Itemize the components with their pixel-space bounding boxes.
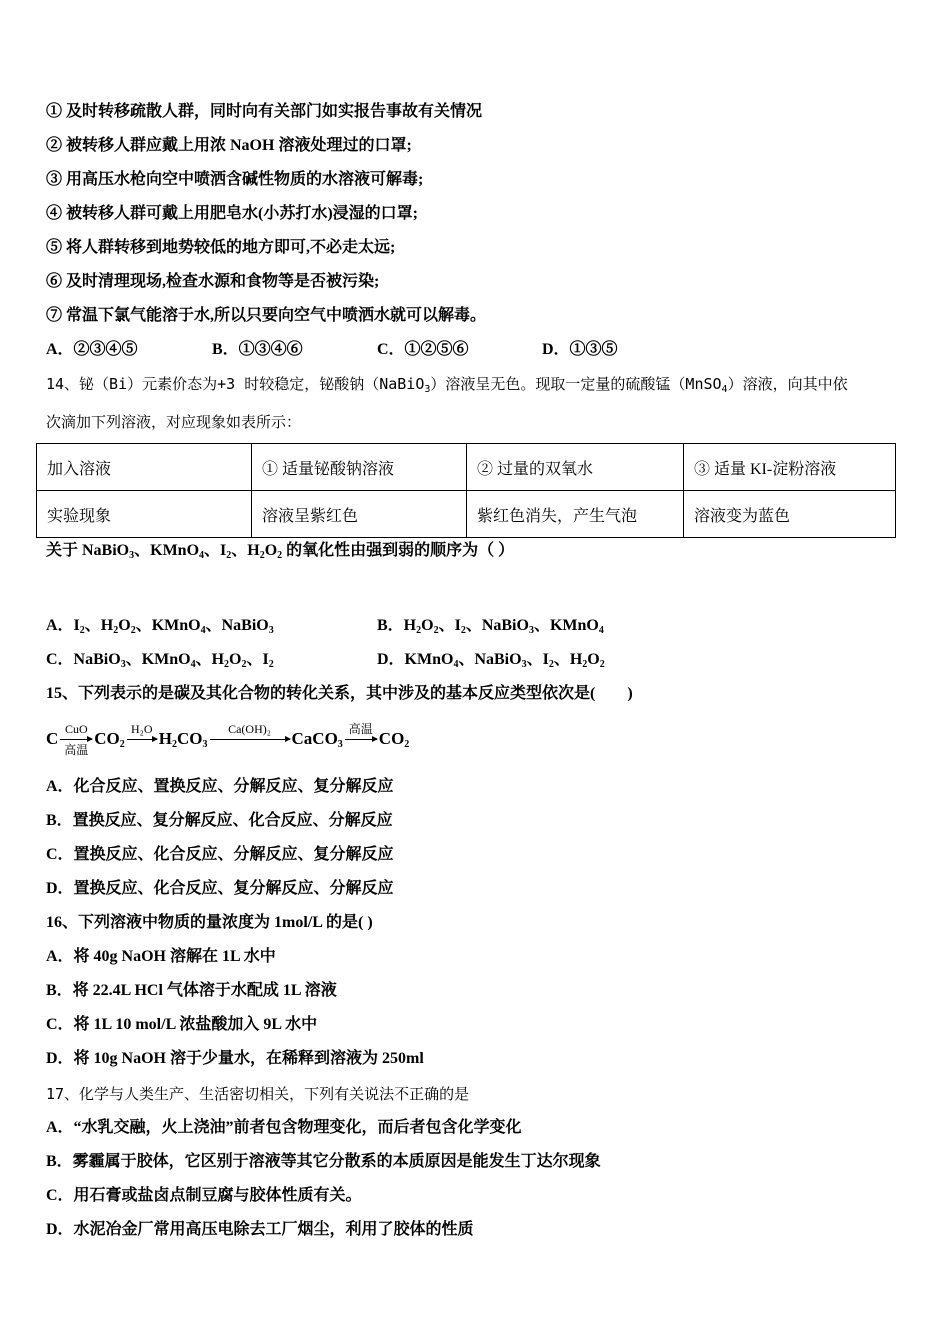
subscript: 3 (202, 739, 208, 750)
subscript: 4 (598, 625, 604, 636)
subscript: 3 (424, 384, 431, 395)
table-cell: 加入溶液 (37, 444, 252, 491)
text-segment: O (264, 542, 278, 559)
arrow1-group (60, 714, 92, 764)
text-segment: 、NaBiO (205, 617, 269, 634)
text-segment: O (421, 617, 434, 634)
arrow2-top-label: H₂O (131, 721, 153, 736)
subscript: 2 (416, 625, 422, 636)
text-segment: D．KMnO (377, 651, 454, 668)
q13-option-a: A．②③④⑤ (46, 341, 138, 358)
q16-option-d: D．将 10g NaOH 溶于少量水，在稀释到溶液为 250ml (46, 1050, 424, 1067)
q13-item-1: ① 及时转移疏散人群，同时向有关部门如实报告事故有关情况 (46, 103, 483, 120)
text-segment: 、I (438, 617, 461, 634)
table-cell: 溶液呈紫红色 (252, 491, 467, 538)
q13-item-3: ③ 用高压水枪向空中喷洒含碱性物质的水溶液可解毒; (46, 171, 424, 188)
table-row (37, 491, 896, 538)
arrow2-bottom-spacer (140, 743, 144, 757)
q15-option-b: B．置换反应、复分解反应、化合反应、分解反应 (46, 812, 393, 829)
subscript: 4 (199, 550, 205, 561)
text-segment: B．H (377, 617, 417, 634)
text-segment: CO (94, 729, 120, 748)
subscript: 3 (528, 625, 534, 636)
subscript: 2 (277, 550, 283, 561)
table-row (37, 444, 896, 491)
subscript: 2 (268, 659, 274, 670)
subscript: 2 (582, 659, 588, 670)
text-segment: C．NaBiO (46, 651, 121, 668)
subscript: 2 (599, 659, 605, 670)
text-segment: 、KMnO (134, 542, 200, 559)
q17-option-a: A．“水乳交融，火上浇油”前者包含物理变化，而后者包含化学变化 (46, 1119, 522, 1136)
text-segment: 、H (195, 651, 225, 668)
arrow4-bottom-spacer (359, 743, 363, 757)
subscript: 3 (521, 659, 527, 670)
q13-option-c: C．①②⑤⑥ (377, 341, 469, 358)
arrow-icon (345, 739, 377, 740)
text-segment: 、I (246, 651, 269, 668)
subscript: 4 (453, 659, 459, 670)
subscript: 3 (268, 625, 274, 636)
text-segment: O (118, 617, 131, 634)
q13-option-b: B．①③④⑥ (212, 341, 303, 358)
arrow3-bottom-spacer (248, 743, 252, 757)
subscript: 2 (404, 739, 410, 750)
text-segment: CO (177, 729, 203, 748)
species-h2co3 (159, 729, 208, 749)
text-segment: 的氧化性由强到弱的顺序为（ ） (282, 542, 515, 559)
subscript: 2 (172, 739, 178, 750)
text-segment: 、KMnO (533, 617, 599, 634)
subscript: 2 (224, 659, 230, 670)
subscript: 4 (721, 384, 728, 395)
arrow1-bottom-label: 高温 (64, 742, 89, 757)
q17-option-d: D．水泥冶金厂常用高压电除去工厂烟尘，利用了胶体的性质 (46, 1221, 474, 1238)
subscript: 2 (119, 739, 125, 750)
text-segment: ）溶液呈无色。现取一定量的硫酸锰（MnSO (430, 375, 722, 393)
q16-stem: 16、下列溶液中物质的量浓度为 1mol/L 的是( ) (46, 914, 373, 931)
q13-item-6: ⑥ 及时清理现场,检查水源和食物等是否被污染; (46, 273, 380, 290)
q14-stem-line1 (46, 374, 848, 394)
q13-option-d: D．①③⑤ (542, 341, 618, 358)
arrow-icon (210, 739, 290, 740)
arrow-icon (60, 739, 92, 740)
subscript: 3 (129, 550, 135, 561)
text-segment: 、KMnO (125, 651, 191, 668)
subscript: 4 (200, 625, 206, 636)
species-co2-final (379, 729, 410, 749)
species-caco3 (292, 729, 343, 749)
text-segment: O (229, 651, 242, 668)
subscript: 2 (113, 625, 119, 636)
text-segment: A．I (46, 617, 80, 634)
q13-item-7: ⑦ 常温下氯气能溶于水,所以只要向空气中喷洒水就可以解毒。 (46, 307, 487, 324)
arrow-icon (127, 739, 157, 740)
table-cell: ② 过量的双氧水 (467, 444, 684, 491)
text-segment: H (158, 729, 173, 748)
q15-option-d: D．置换反应、化合反应、复分解反应、分解反应 (46, 880, 394, 897)
q15-stem: 15、下列表示的是碳及其化合物的转化关系，其中涉及的基本反应类型依次是( ) (46, 685, 633, 702)
q13-item-4: ④ 被转移人群可戴上用肥皂水(小苏打水)浸湿的口罩; (46, 205, 418, 222)
q14-stem-line2: 次滴加下列溶液，对应现象如表所示： (46, 413, 302, 431)
q13-item-2: ② 被转移人群应戴上用浓 NaOH 溶液处理过的口罩; (46, 137, 412, 154)
subscript: 2 (130, 625, 136, 636)
q16-option-a: A．将 40g NaOH 溶解在 1L 水中 (46, 948, 276, 965)
subscript: 2 (259, 550, 265, 561)
subscript: 2 (460, 625, 466, 636)
q15-option-c: C．置换反应、化合反应、分解反应、复分解反应 (46, 846, 394, 863)
arrow2-group (127, 714, 157, 764)
subscript: 2 (433, 625, 439, 636)
arrow4-group (345, 714, 377, 764)
q14-option-c (46, 650, 274, 670)
subscript: 2 (241, 659, 247, 670)
table-cell: 紫红色消失，产生气泡 (467, 491, 684, 538)
species-co2 (94, 729, 125, 749)
text-segment: 、NaBiO (458, 651, 522, 668)
arrow4-top-label: 高温 (348, 721, 373, 736)
text-segment: 、I (204, 542, 227, 559)
subscript: 2 (226, 550, 232, 561)
text-segment: 、NaBiO (465, 617, 529, 634)
q13-item-5: ⑤ 将人群转移到地势较低的地方即可,不必走太远; (46, 239, 396, 256)
subscript: 3 (337, 739, 343, 750)
table-cell: ③ 适量 KI-淀粉溶液 (684, 444, 896, 491)
q14-option-d (377, 650, 605, 670)
subscript: 2 (79, 625, 85, 636)
q16-option-c: C．将 1L 10 mol/L 浓盐酸加入 9L 水中 (46, 1016, 318, 1033)
text-segment: CaCO (291, 729, 338, 748)
arrow3-group (210, 714, 290, 764)
arrow3-top-label: Ca(OH)₂ (228, 721, 271, 736)
q17-stem: 17、化学与人类生产、生活密切相关，下列有关说法不正确的是 (46, 1085, 470, 1103)
text-segment: 、H (553, 651, 583, 668)
q17-option-b: B．雾霾属于胶体，它区别于溶液等其它分散系的本质原因是能发生丁达尔现象 (46, 1153, 601, 1170)
text-segment: 、KMnO (135, 617, 201, 634)
q15-option-a: A．化合反应、置换反应、分解反应、复分解反应 (46, 778, 394, 795)
table-cell: 实验现象 (37, 491, 252, 538)
q15-reaction-scheme (46, 714, 409, 764)
species-c: C (46, 729, 59, 748)
text-segment: 、H (84, 617, 114, 634)
q14-table (36, 443, 896, 538)
q14-question (46, 541, 514, 561)
table-cell: 溶液变为蓝色 (684, 491, 896, 538)
text-segment: 关于 NaBiO (46, 542, 130, 559)
subscript: 2 (548, 659, 554, 670)
text-segment: ）溶液，向其中依 (727, 375, 848, 393)
q14-option-b (377, 616, 604, 636)
arrow1-top-label: CuO (64, 721, 88, 736)
text-segment: 14、铋（Bi）元素价态为+3 时较稳定，铋酸钠（NaBiO (46, 375, 425, 393)
subscript: 4 (190, 659, 196, 670)
text-segment: O (587, 651, 600, 668)
text-segment: CO (378, 729, 405, 748)
subscript: 3 (120, 659, 126, 670)
table-cell: ① 适量铋酸钠溶液 (252, 444, 467, 491)
text-segment: 、H (231, 542, 260, 559)
text-segment: 、I (526, 651, 549, 668)
q14-option-a (46, 616, 274, 636)
q16-option-b: B．将 22.4L HCl 气体溶于水配成 1L 溶液 (46, 982, 337, 999)
q17-option-c: C．用石膏或盐卤点制豆腐与胶体性质有关。 (46, 1187, 362, 1204)
